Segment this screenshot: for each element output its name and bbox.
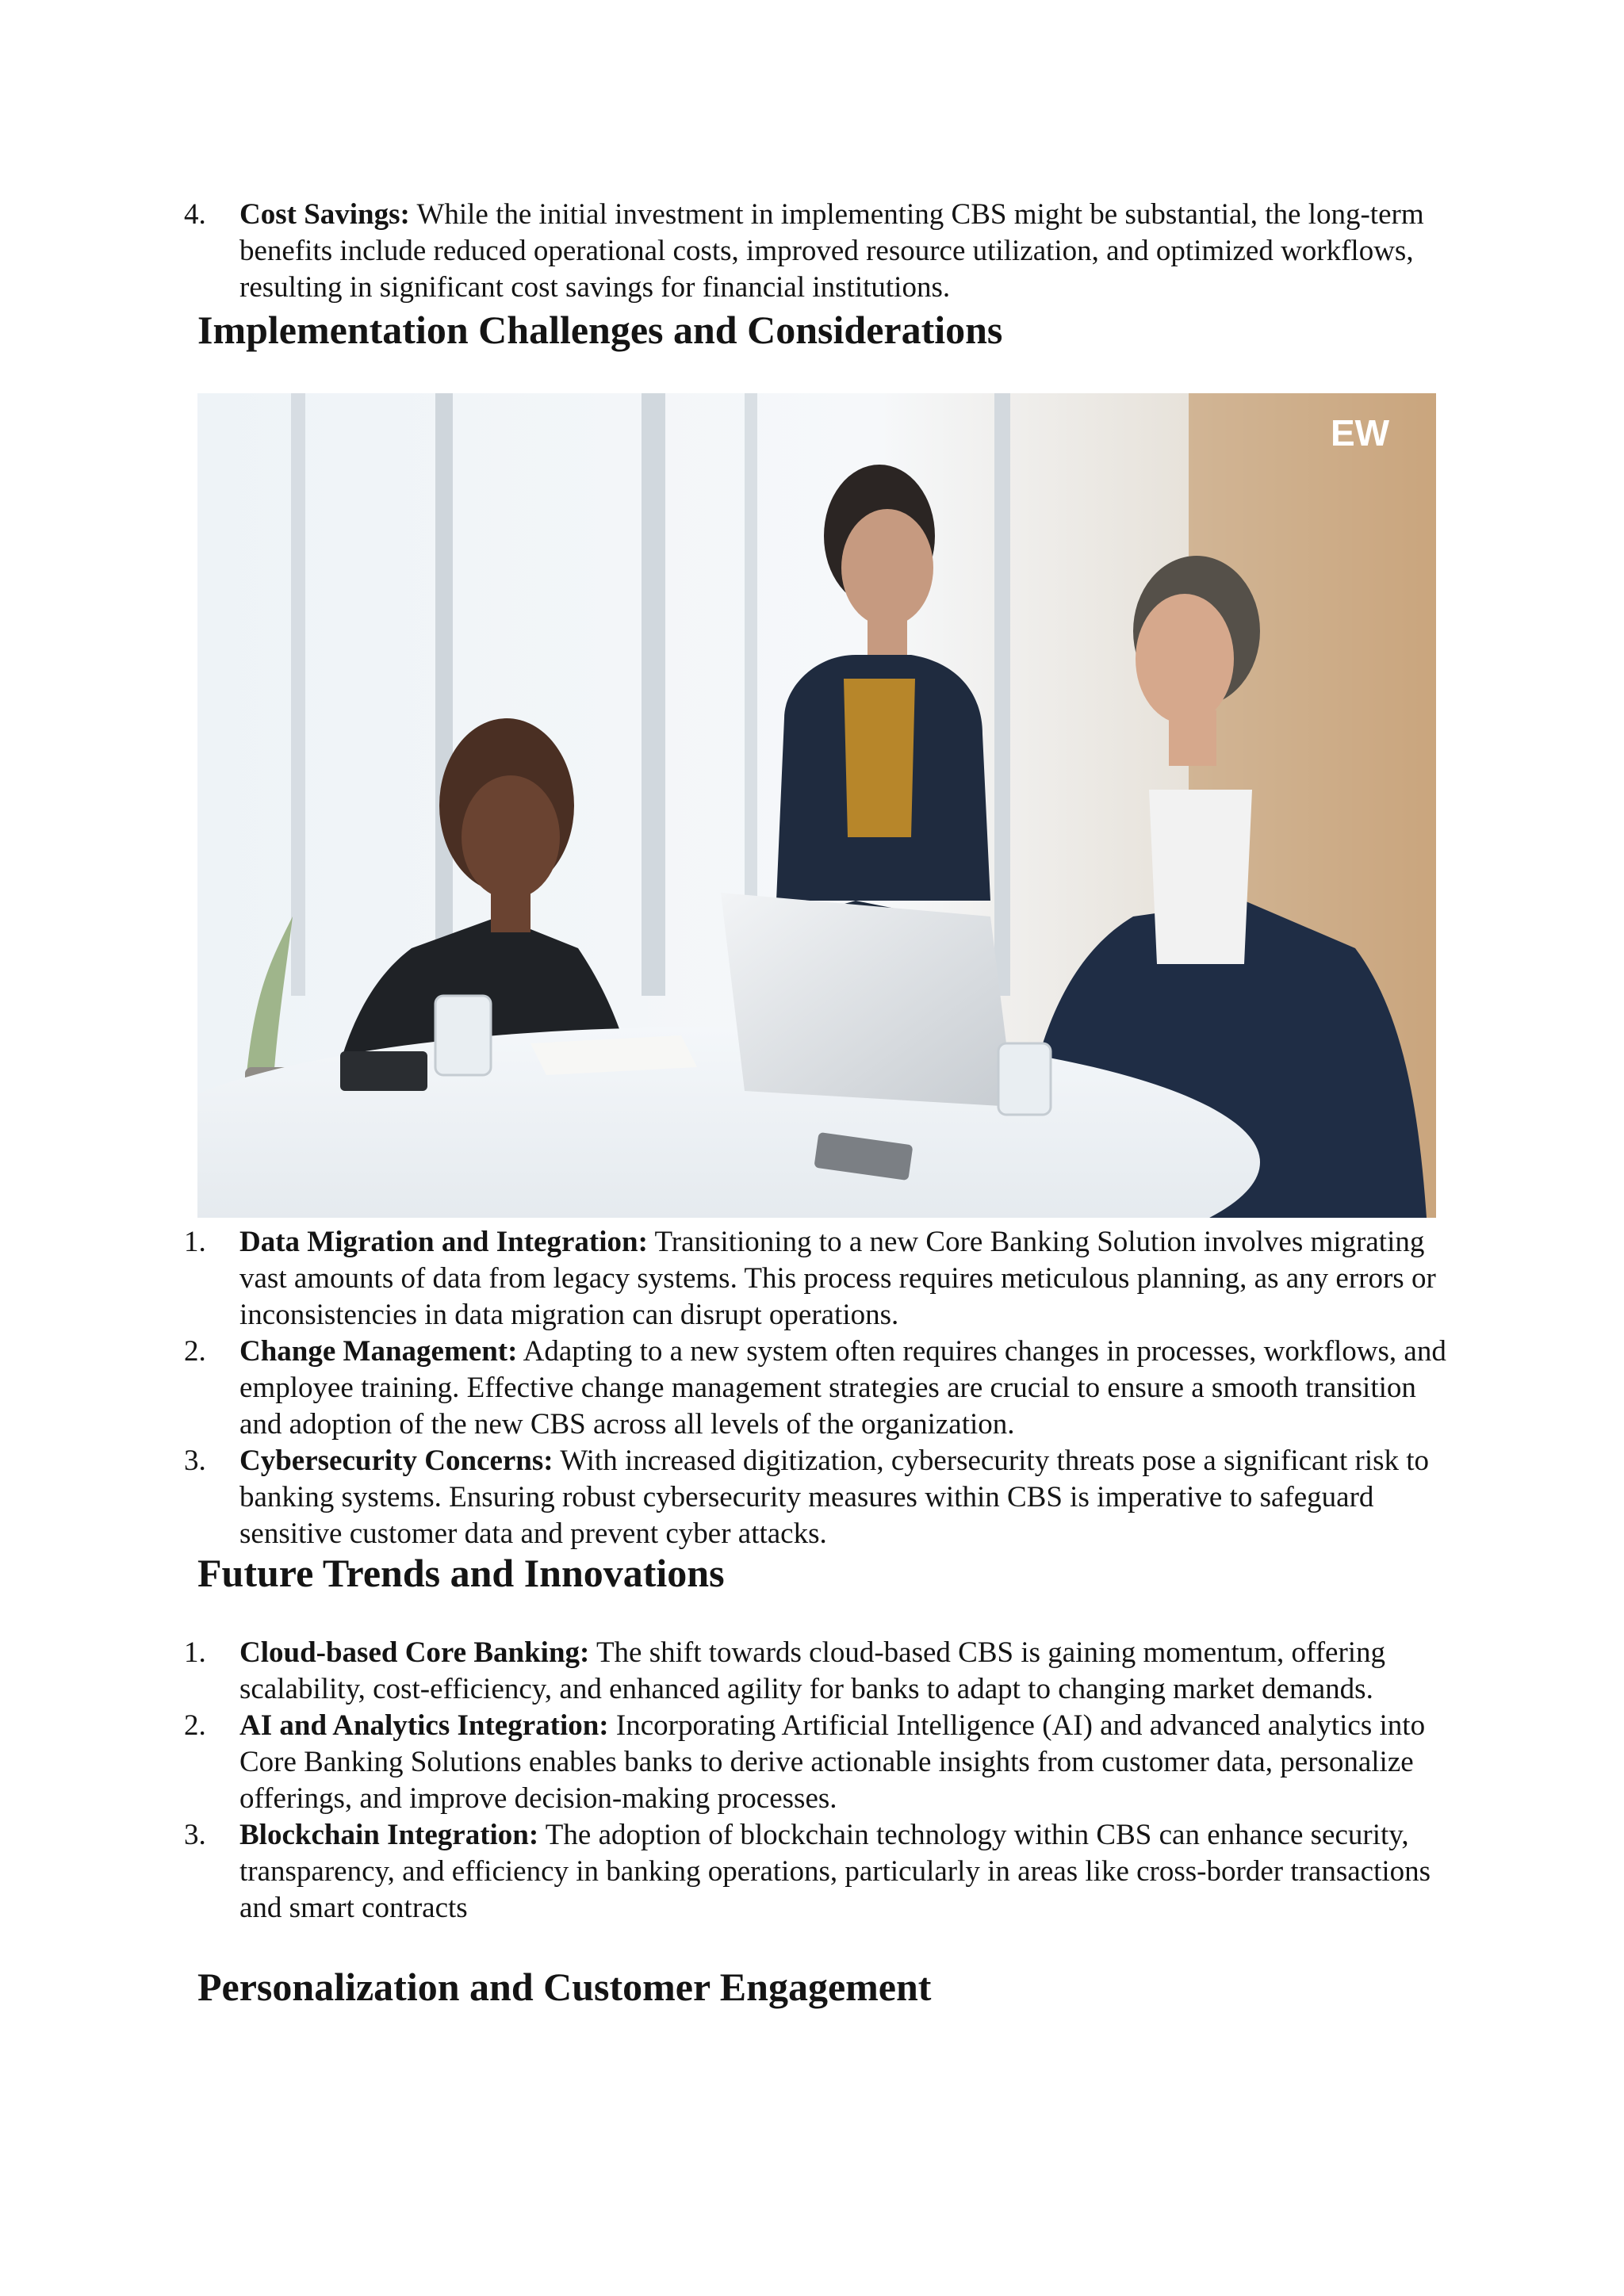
list-number: 2. bbox=[184, 1335, 206, 1368]
list-item-title: Change Management: bbox=[239, 1335, 518, 1368]
list-item-title: AI and Analytics Integration: bbox=[239, 1709, 609, 1742]
list-item-title: Blockchain Integration: bbox=[239, 1819, 539, 1851]
list-item bbox=[184, 1708, 1453, 1817]
section-heading-implementation: Implementation Challenges and Considerations bbox=[197, 308, 1003, 352]
list-item bbox=[184, 1224, 1453, 1334]
list-item bbox=[184, 1334, 1453, 1443]
list-item-text: With increased digitization, cybersecurity threats pose a significant risk to banking systems. Ensuring robust cybersecurity measures within CBS is imperative to safeguard sensitive customer data and prevent cyber attacks. bbox=[239, 1445, 1430, 1550]
list-item-text: Transitioning to a new Core Banking Solution involves migrating vast amounts of data from legacy systems. This process requires meticulous planning, as any errors or inconsistencies in data migration can disrupt operations. bbox=[239, 1226, 1436, 1331]
list-number: 4. bbox=[184, 198, 206, 231]
list-item-title: Cost Savings: bbox=[239, 198, 410, 231]
list-number: 1. bbox=[184, 1226, 206, 1258]
meeting-photo bbox=[197, 393, 1436, 1218]
list-number: 2. bbox=[184, 1709, 206, 1742]
list-item bbox=[184, 197, 1453, 306]
list-item-text: While the initial investment in implementing CBS might be substantial, the long-term benefits include reduced operational costs, improved resource utilization, and optimized workflows, resulting in significant cost savings for financial institutions. bbox=[239, 198, 1424, 304]
list-item bbox=[184, 1635, 1453, 1708]
ew-logo-watermark: EW bbox=[1330, 412, 1390, 453]
list-number: 3. bbox=[184, 1445, 206, 1477]
list-item bbox=[184, 1443, 1453, 1552]
list-number: 3. bbox=[184, 1819, 206, 1851]
list-item-title: Cloud-based Core Banking: bbox=[239, 1636, 590, 1669]
list-number: 1. bbox=[184, 1636, 206, 1669]
list-item-title: Cybersecurity Concerns: bbox=[239, 1445, 553, 1477]
list-item-text: The adoption of blockchain technology within CBS can enhance security, transparency, and efficiency in banking operations, particularly in areas like cross-border transactions and smart contracts bbox=[239, 1819, 1431, 1924]
list-item bbox=[184, 1817, 1453, 1927]
challenges-list bbox=[184, 1224, 1453, 1552]
list-item-text: Adapting to a new system often requires changes in processes, workflows, and employee training. Effective change management strategies are crucial to ensure a smooth transition and adoption of the new CBS across all levels of the organization. bbox=[239, 1335, 1446, 1441]
list-item-text: The shift towards cloud-based CBS is gaining momentum, offering scalability, cost-efficiency, and enhanced agility for banks to adapt to changing market demands. bbox=[239, 1636, 1386, 1705]
section-heading-personalization: Personalization and Customer Engagement bbox=[197, 1965, 932, 2009]
trends-list bbox=[184, 1635, 1453, 1927]
intro-list bbox=[184, 197, 1453, 306]
list-item-title: Data Migration and Integration: bbox=[239, 1226, 648, 1258]
list-item-text: Incorporating Artificial Intelligence (AI) and advanced analytics into Core Banking Solutions enables banks to derive actionable insights from customer data, personalize offerings, and improve decision-making processes. bbox=[239, 1709, 1426, 1815]
section-heading-future-trends: Future Trends and Innovations bbox=[197, 1551, 725, 1595]
